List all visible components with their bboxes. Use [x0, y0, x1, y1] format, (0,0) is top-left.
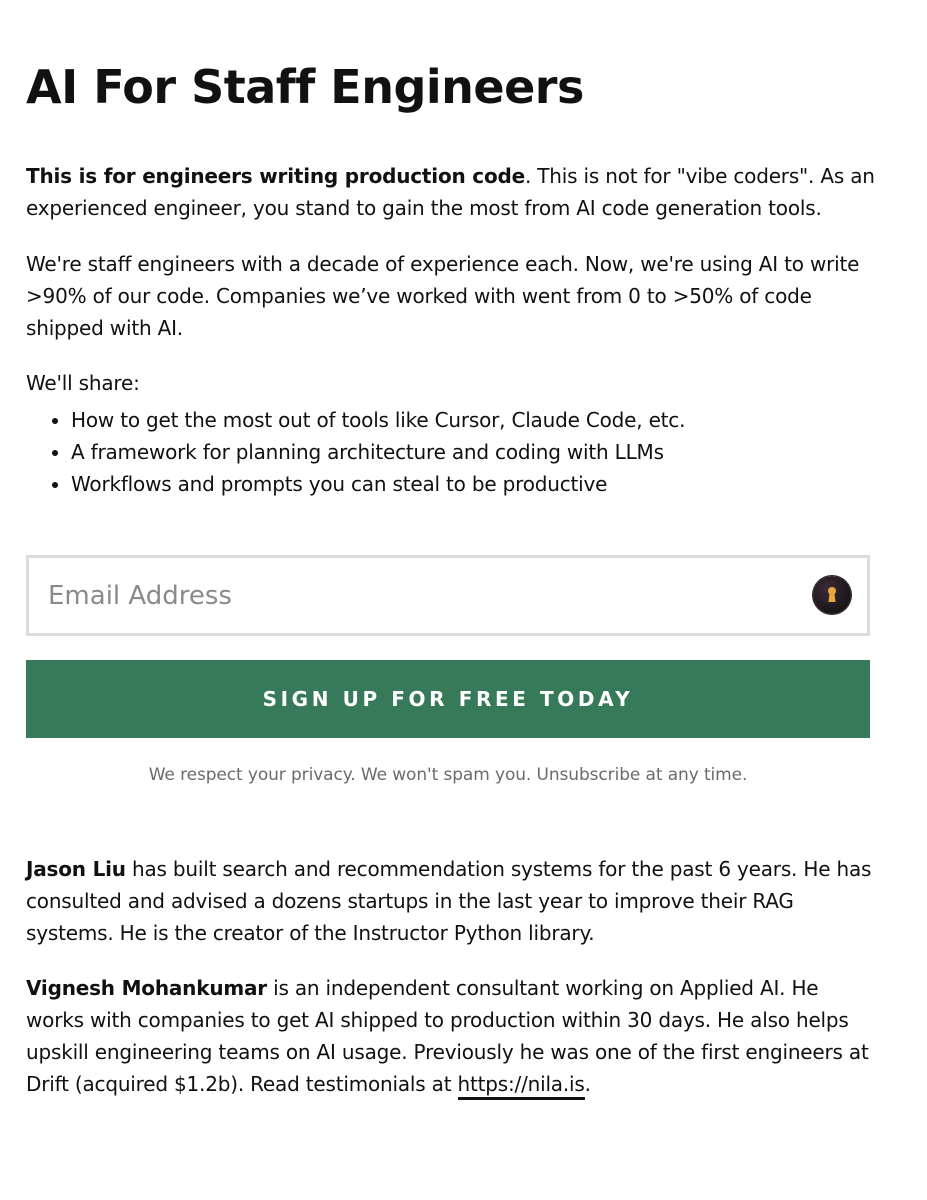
- experience-text: We're staff engineers with a decade of experience each. Now, we're using AI to write >90% of our code. Companies we’ve worked with went from 0 to >50% of code shipped with AI.: [26, 252, 860, 340]
- signup-button[interactable]: SIGN UP FOR FREE TODAY: [26, 660, 870, 738]
- experience-paragraph: [26, 248, 876, 344]
- nila-link[interactable]: https://nila.is: [458, 1072, 585, 1100]
- intro-paragraph: [26, 160, 876, 224]
- key-icon[interactable]: [813, 576, 851, 614]
- intro-bold: This is for engineers writing production code: [26, 164, 525, 188]
- bio-name: Vignesh Mohankumar: [26, 976, 267, 1000]
- intro-rest: . This is not for "vibe coders". As an experienced engineer, you stand to gain the most from AI code generation tools.: [26, 164, 875, 220]
- bio-trailing: .: [584, 1072, 591, 1096]
- bio-vignesh: [26, 972, 876, 1100]
- privacy-note: We respect your privacy. We won't spam you. Unsubscribe at any time.: [148, 765, 748, 785]
- share-lead: [26, 367, 876, 399]
- list-item: • How to get the most out of tools like Cursor, Claude Code, etc.: [71, 404, 685, 436]
- email-field[interactable]: [26, 555, 870, 636]
- bio-jason: [26, 853, 876, 949]
- list-item: • Workflows and prompts you can steal to be productive: [71, 468, 685, 500]
- bio-name: Jason Liu: [26, 857, 126, 881]
- share-lead-text: We'll share:: [26, 371, 140, 395]
- page-title: AI For Staff Engineers: [26, 60, 584, 114]
- list-item: • A framework for planning architecture and coding with LLMs: [71, 436, 685, 468]
- share-list: [26, 404, 685, 500]
- email-input[interactable]: [29, 558, 789, 633]
- bio-text: has built search and recommendation systems for the past 6 years. He has consulted and advised a dozens startups in the last year to improve their RAG systems. He is the creator of the Instructor Python library.: [26, 857, 872, 945]
- bio-text: is an independent consultant working on Applied AI. He works with companies to get AI shipped to production within 30 days. He also helps upskill engineering teams on AI usage. Previously he was one of the first engineers at Drift (acquired $1.2b). Read testimonials at: [26, 976, 869, 1096]
